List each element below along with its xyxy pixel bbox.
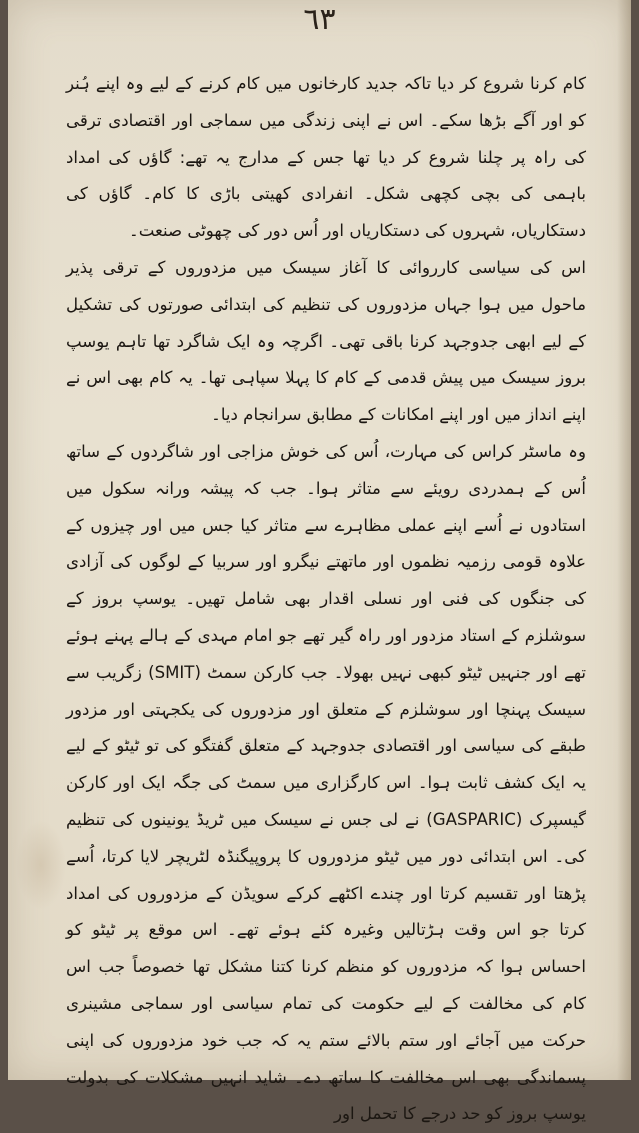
page-body-text (66, 66, 586, 1133)
page-number: ٦٣ (303, 2, 336, 37)
book-page (8, 0, 631, 1124)
paragraph-2: اس کی سیاسی کارروائی کا آغاز سیسک میں مزدوروں کے ترقی پذیر ماحول میں ہوا جہاں مزدوروں کی تنظیم کی ابتدائی صورتوں کی تشکیل کے لیے ابھی جدوجہد کرنا باقی تھی۔ اگرچہ وہ ایک شاگرد تھا تاہم یوسپ بروز سیسک میں پیش قدمی کے کام کا پہلا سپاہی تھا۔ یہ کام بھی اس نے اپنے انداز میں اور اپنے امکانات کے مطابق سرانجام دیا۔ (66, 257, 586, 425)
paragraph-1: کام کرنا شروع کر دیا تاکہ جدید کارخانوں میں کام کرنے کے لیے وہ اپنے ہُنر کو اور آگے بڑھا سکے۔ اس نے اپنی زندگی میں سماجی اور اقتصادی ترقی کی راہ پر چلنا شروع کر دیا تھا جس کے مدارج یہ تھے: گاؤں کی امداد باہمی کی بچی کچھی شکل۔ انفرادی کھیتی باڑی کا کام۔ گاؤں کی دستکاریاں، شہروں کی دستکاریاں اور اُس دور کی چھوٹی صنعت۔ (66, 74, 586, 241)
paragraph-3: وہ ماسٹر کراس کی مہارت، اُس کی خوش مزاجی اور شاگردوں کے ساتھ اُس کے ہمدردی رویئے سے متاثر ہوا۔ جب کہ پیشہ ورانہ سکول میں استادوں نے اُسے اپنے عملی مظاہرے سے متاثر کیا جس میں اور چیزوں کے علاوہ قومی رزمیہ نظموں اور ماتھتے نیگرو اور سربیا کے لوگوں کی آزادی کی جنگوں کی فنی اور نسلی اقدار بھی شامل تھیں۔ یوسپ بروز کے سوشلزم کے استاد مزدور اور راہ گیر تھے جو امام مہدی کے ہالے پہنے ہوئے تھے اور جنہیں ٹیٹو کبھی نہیں بھولا۔ جب کارکن سمٹ (SMIT) زگریب سے سیسک پہنچا اور سوشلزم کے متعلق اور مزدوروں کی یکجہتی اور مزدور طبقے کی سیاسی اور اقتصادی جدوجہد کے متعلق گفتگو کی تو ٹیٹو کے لیے یہ ایک کشف ثابت ہوا۔ اس کارگزاری میں سمٹ کی جگہ ایک اور کارکن گیسپرک (GASPARIC) نے لی جس نے سیسک میں ٹریڈ یونینوں کی تنظیم کی۔ اس ابتدائی دور میں ٹیٹو مزدوروں کا پروپیگنڈہ لٹریچر لایا کرتا، اُسے پڑھتا اور تقسیم کرتا اور چندے اکٹھے کرکے سویڈن کے مزدوروں کی امداد کرتا جو اس وقت ہڑتالیں وغیرہ کئے ہوئے تھے۔ اس موقع پر ٹیٹو کو احساس ہوا کہ مزدوروں کو منظم کرنا کتنا مشکل تھا خصوصاً جب اس کام کی مخالفت کے لیے حکومت کی تمام سیاسی اور سماجی مشینری حرکت میں آجائے اور ستم بالائے ستم یہ کہ جب خود مزدوروں کی اپنی پسماندگی بھی اس مخالفت کا ساتھ دے۔ شاید انہیں مشکلات کی بدولت یوسپ بروز کو حد درجے کا تحمل اور (66, 441, 586, 1124)
paper-stain (16, 820, 66, 910)
